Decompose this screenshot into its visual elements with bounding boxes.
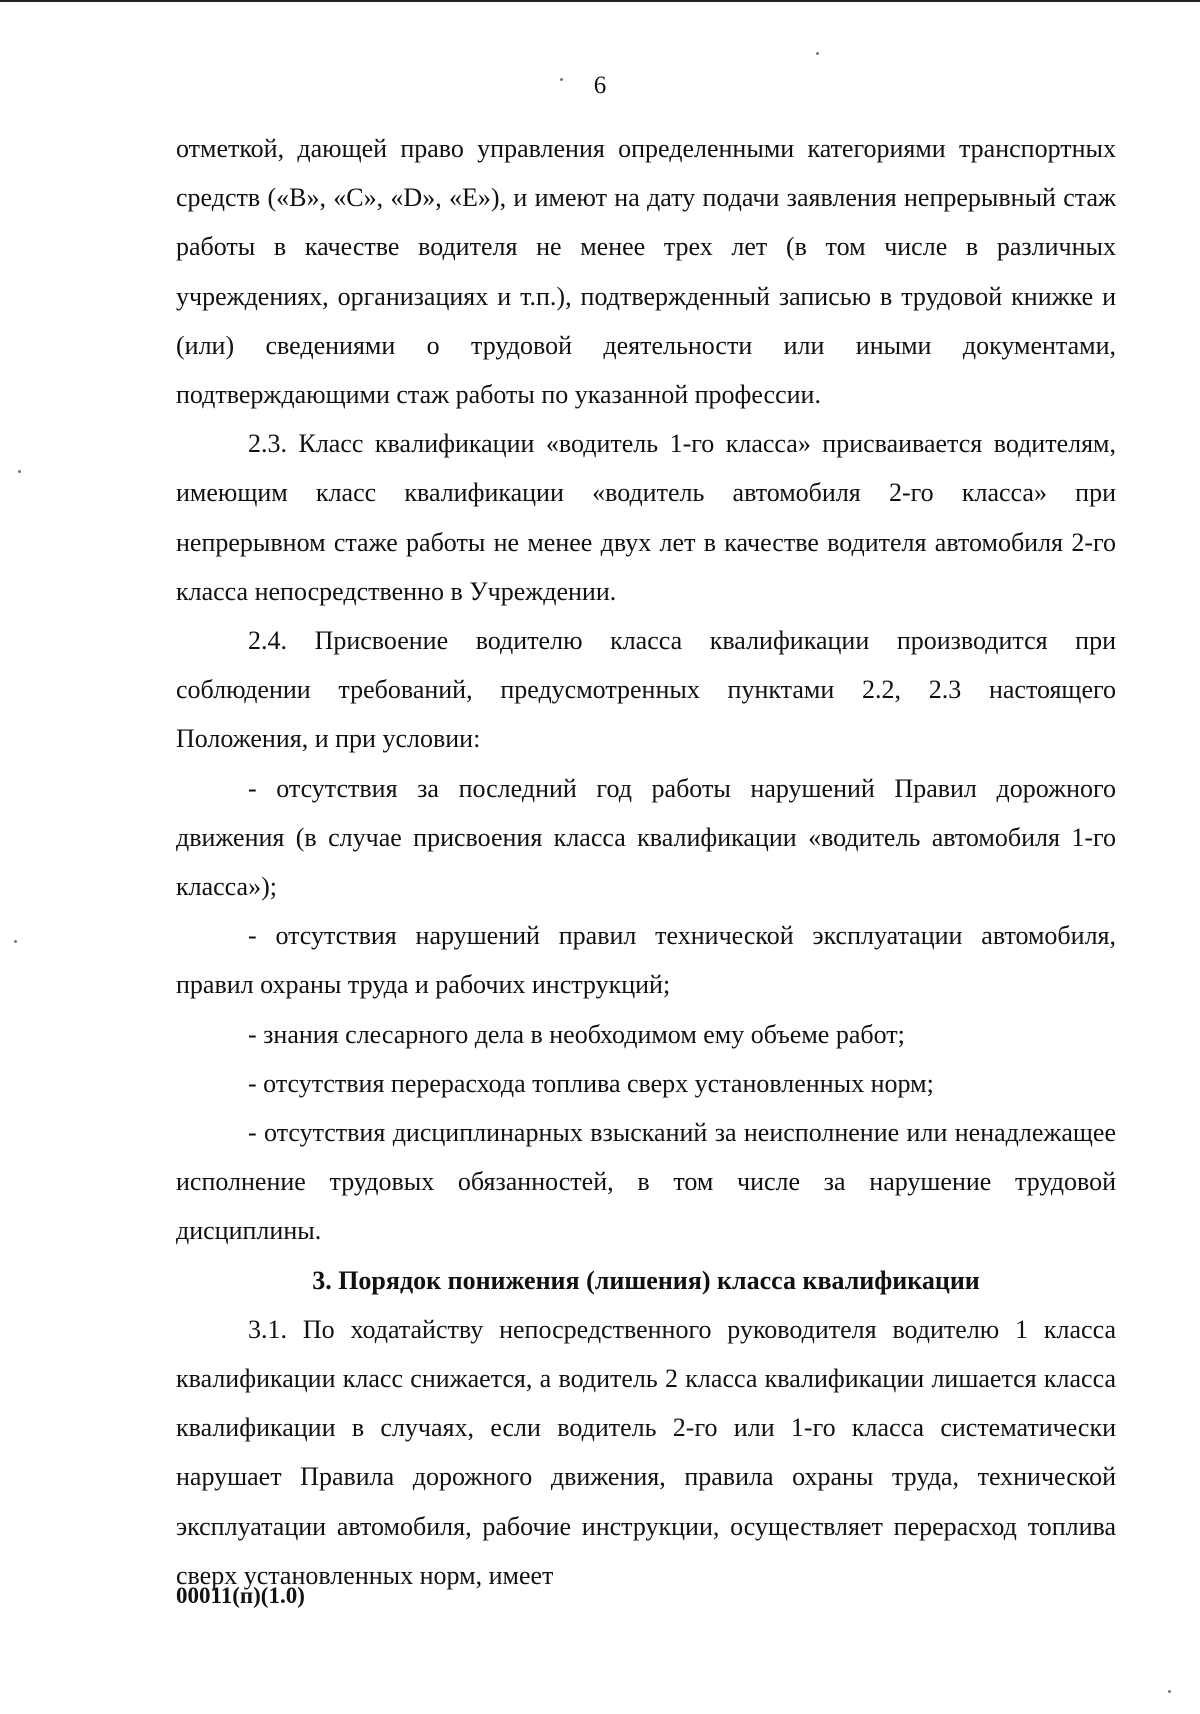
section-heading: 3. Порядок понижения (лишения) класса квалификации: [312, 1265, 980, 1295]
scan-speck: [816, 52, 819, 55]
condition-item-technical-rules: - отсутствия нарушений правил технической эксплуатации автомобиля, правил охраны труда и рабочих инструкций;: [176, 921, 1116, 1000]
condition-item-fuel: - отсутствия перерасхода топлива сверх установленных норм;: [248, 1068, 934, 1098]
scan-speck: [1168, 1690, 1171, 1693]
scan-speck: [14, 940, 17, 943]
top-border-line: [0, 0, 1200, 2]
scan-speck: [18, 470, 21, 473]
condition-item-locksmith-skills: - знания слесарного дела в необходимом ему объеме работ;: [248, 1019, 905, 1049]
scan-speck: [560, 78, 563, 81]
document-code: 00011(п)(1.0): [176, 1583, 305, 1608]
paragraph-3-1: 3.1. По ходатайству непосредственного руководителя водителю 1 класса квалификации класс снижается, а водитель 2 класса квалификации лишается класса квалификации в случаях, если водитель 2-го или 1-го класса систематически нарушает Правила дорожного движения, правила охраны труда, технической эксплуатации автомобиля, рабочие инструкции, осуществляет перерасход топлива сверх установленных норм, имеет: [176, 1314, 1116, 1590]
paragraph-2-3: 2.3. Класс квалификации «водитель 1-го класса» присваивается водителям, имеющим класс квалификации «водитель автомобиля 2-го класса» при непрерывном стаже работы не менее двух лет в качестве водителя автомобиля 2-го класса непосредственно в Учреждении.: [176, 429, 1116, 606]
page-number: 6: [593, 72, 607, 99]
condition-item-traffic-rules: - отсутствия за последний год работы нарушений Правил дорожного движения (в случае присвоения класса квалификации «водитель автомобиля 1-го класса»);: [176, 773, 1116, 902]
document-body: [176, 124, 1116, 1600]
condition-item-discipline: - отсутствия дисциплинарных взысканий за неисполнение или ненадлежащее исполнение трудовых обязанностей, в том числе за нарушение трудовой дисциплины.: [176, 1118, 1116, 1246]
paragraph-2-4: 2.4. Присвоение водителю класса квалификации производится при соблюдении требований, предусмотренных пунктами 2.2, 2.3 настоящего Положения, и при условии:: [176, 626, 1116, 754]
paragraph-continuation: отметкой, дающей право управления определенными категориями транспортных средств («В», «С», «D», «Е»), и имеют на дату подачи заявления непрерывный стаж работы в качестве водителя не менее трех лет (в том числе в различных учреждениях, организациях и т.п.), подтвержденный записью в трудовой книжке и (или) сведениями о трудовой деятельности или иными документами, подтверждающими стаж работы по указанной профессии.: [176, 134, 1116, 410]
